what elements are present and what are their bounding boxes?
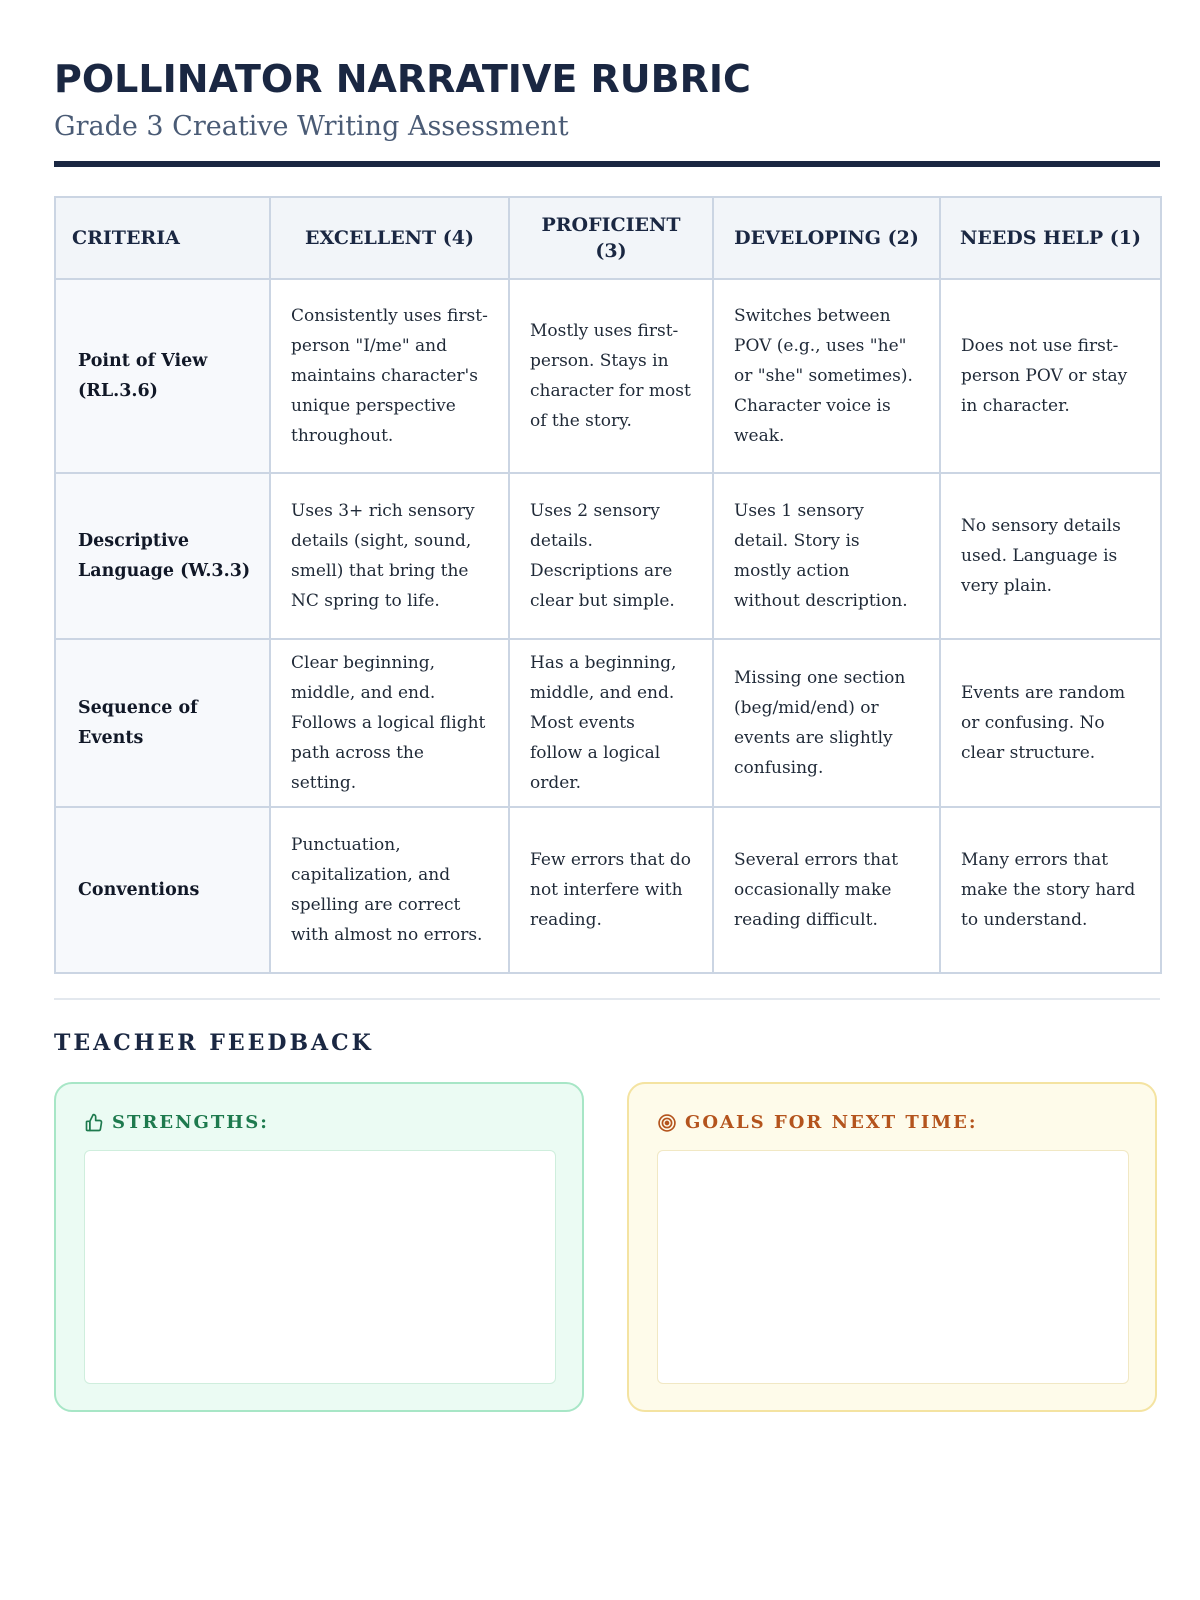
target-icon (657, 1113, 677, 1133)
page-subtitle: Grade 3 Creative Writing Assessment (54, 111, 569, 142)
table-header-row (55, 197, 1161, 279)
criterion-cell: Point of View (RL.3.6) (55, 279, 270, 473)
section-divider (54, 998, 1160, 1000)
proficient-cell: Uses 2 sensory details. Descriptions are clear but simple. (509, 473, 713, 639)
needs-help-cell: Many errors that make the story hard to understand. (940, 807, 1161, 973)
excellent-cell: Consistently uses first-person "I/me" and maintains character's unique perspective throughout. (270, 279, 509, 473)
criterion-cell: Sequence of Events (55, 639, 270, 807)
column-header-proficient: PROFICIENT (3) (509, 197, 713, 279)
proficient-cell: Mostly uses first-person. Stays in character for most of the story. (509, 279, 713, 473)
page-title: POLLINATOR NARRATIVE RUBRIC (54, 57, 751, 101)
column-header-excellent: EXCELLENT (4) (270, 197, 509, 279)
goals-label: GOALS FOR NEXT TIME: (685, 1112, 978, 1133)
goals-writing-area[interactable] (657, 1150, 1129, 1384)
criterion-cell: Conventions (55, 807, 270, 973)
strengths-box (54, 1082, 584, 1412)
strengths-header (84, 1112, 269, 1133)
proficient-cell: Few errors that do not interfere with reading. (509, 807, 713, 973)
strengths-label: STRENGTHS: (112, 1112, 269, 1133)
column-header-developing: DEVELOPING (2) (713, 197, 940, 279)
proficient-cell: Has a beginning, middle, and end. Most events follow a logical order. (509, 639, 713, 807)
developing-cell: Switches between POV (e.g., uses "he" or "she" sometimes). Character voice is weak. (713, 279, 940, 473)
needs-help-cell: Events are random or confusing. No clear structure. (940, 639, 1161, 807)
title-divider (54, 161, 1160, 167)
excellent-cell: Uses 3+ rich sensory details (sight, sound, smell) that bring the NC spring to life. (270, 473, 509, 639)
goals-box (627, 1082, 1157, 1412)
column-header-criteria: CRITERIA (55, 197, 270, 279)
excellent-cell: Punctuation, capitalization, and spelling are correct with almost no errors. (270, 807, 509, 973)
developing-cell: Missing one section (beg/mid/end) or events are slightly confusing. (713, 639, 940, 807)
table-row (55, 807, 1161, 973)
thumbs-up-icon (84, 1113, 104, 1133)
table-row (55, 279, 1161, 473)
excellent-cell: Clear beginning, middle, and end. Follows a logical flight path across the setting. (270, 639, 509, 807)
column-header-needs-help: NEEDS HELP (1) (940, 197, 1161, 279)
feedback-section-title: TEACHER FEEDBACK (54, 1030, 374, 1056)
table-row (55, 473, 1161, 639)
needs-help-cell: No sensory details used. Language is very plain. (940, 473, 1161, 639)
developing-cell: Uses 1 sensory detail. Story is mostly action without description. (713, 473, 940, 639)
needs-help-cell: Does not use first-person POV or stay in character. (940, 279, 1161, 473)
goals-header (657, 1112, 978, 1133)
criterion-cell: Descriptive Language (W.3.3) (55, 473, 270, 639)
rubric-table (54, 196, 1162, 974)
strengths-writing-area[interactable] (84, 1150, 556, 1384)
developing-cell: Several errors that occasionally make reading difficult. (713, 807, 940, 973)
table-row (55, 639, 1161, 807)
